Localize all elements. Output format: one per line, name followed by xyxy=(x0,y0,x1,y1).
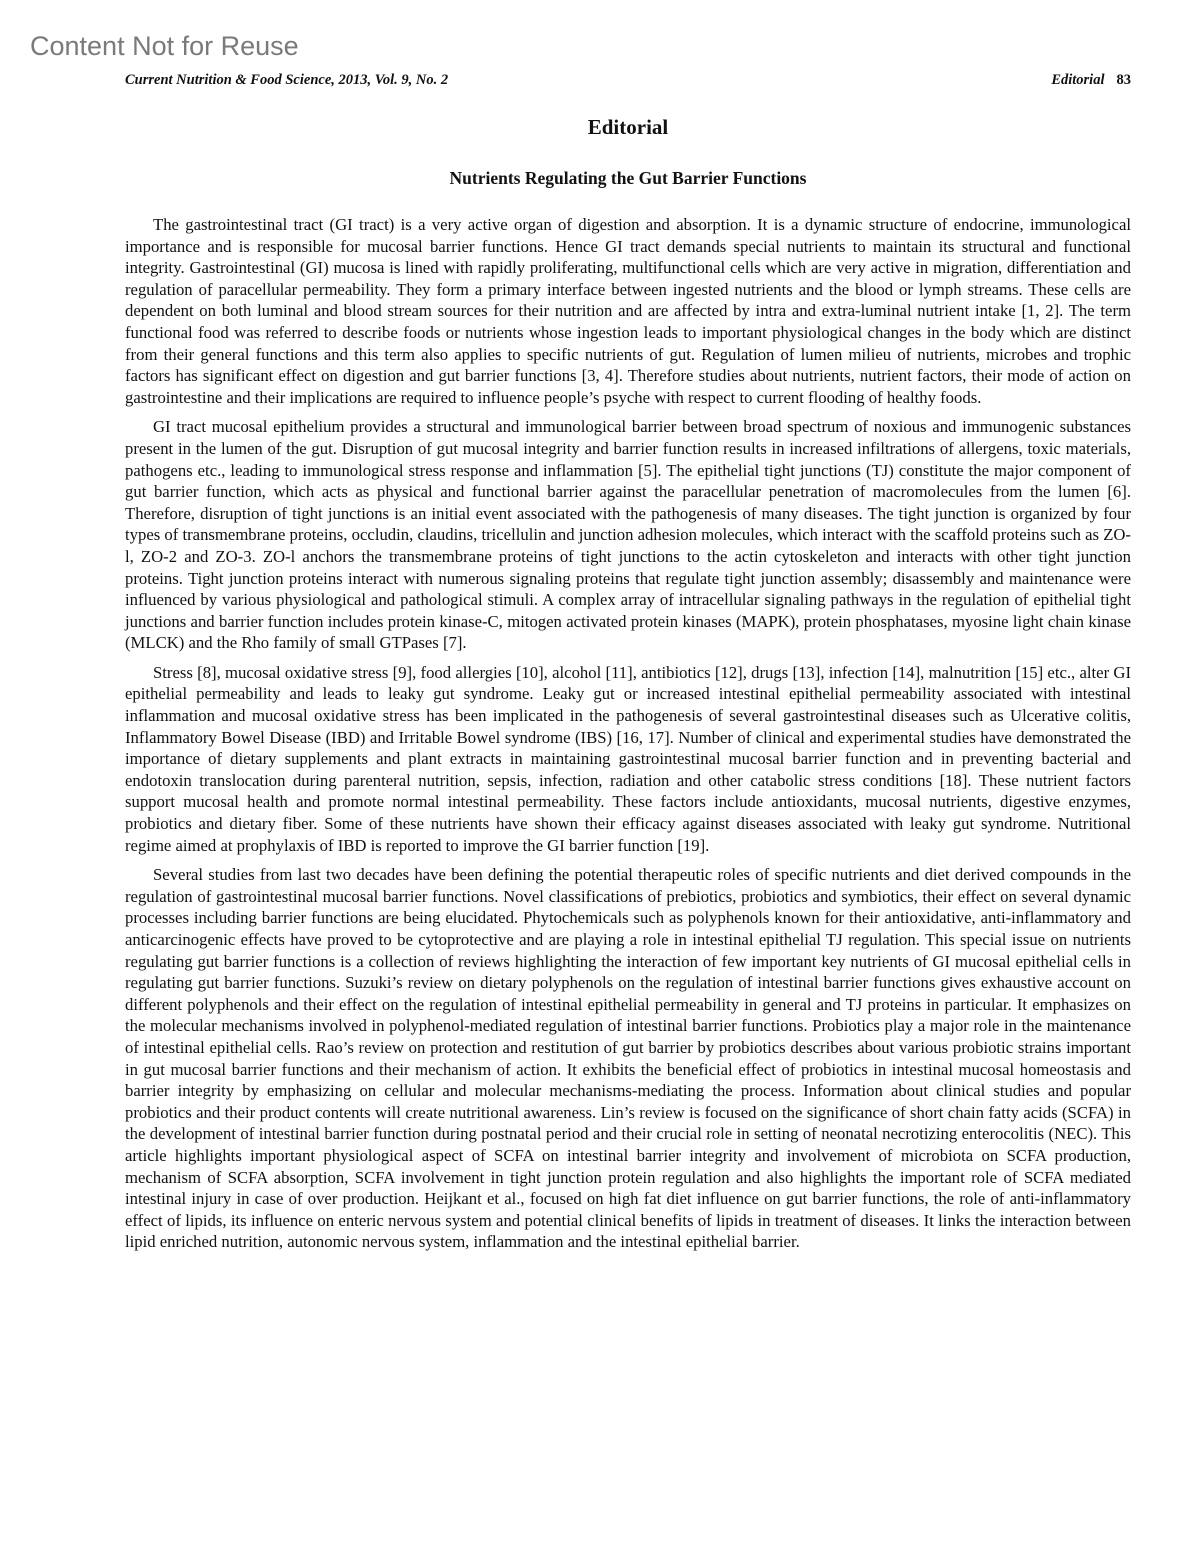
section-heading: Editorial xyxy=(587,115,669,139)
body-paragraph-4: Several studies from last two decades have been defining the potential therapeutic roles of specific nutrients and diet derived compounds in the regulation of gastrointestinal mucosal barrier functions. Novel classifications of prebiotics, probiotics and symbiotics, their effect on several dynamic processes including barrier functions are being elucidated. Phytochemicals such as polyphenols known for their antioxidative, anti-inflammatory and anticarcinogenic effects have proved to be cytoprotective and are playing a role in intestinal epithelial TJ regulation. This special issue on nutrients regulating gut barrier functions is a collection of reviews highlighting the interaction of few important key nutrients of GI mucosal epithelial cells in regulating gut barrier functions. Suzuki’s review on dietary polyphenols on the regulation of intestinal barrier functions gives exhaustive account on different polyphenols and their effect on the regulation of intestinal epithelial permeability in general and TJ proteins in particular. It emphasizes on the molecular mechanisms involved in polyphenol-mediated regulation of intestinal barrier functions. Probiotics play a major role in the maintenance of intestinal epithelial cells. Rao’s review on protection and restitution of gut barrier by probiotics describes about various probiotic strains important in gut mucosal barrier functions and their mechanism of action. It exhibits the beneficial effect of probiotics in intestinal mucosal homeostasis and barrier integrity by emphasizing on cellular and molecular mechanisms-mediating the process. Information about clinical studies and popular probiotics and their product contents will create nutritional awareness. Lin’s review is focused on the significance of short chain fatty acids (SCFA) in the development of intestinal barrier function during postnatal period and their crucial role in setting of neonatal necrotizing enterocolitis (NEC). This article highlights important physiological aspect of SCFA on intestinal barrier integrity and involvement of microbiota on SCFA production, mechanism of SCFA absorption, SCFA involvement in tight junction protein regulation and also highlights the important role of SCFA mediated intestinal injury in case of over production. Heijkant et al., focused on high fat diet influence on gut barrier functions, the role of anti-inflammatory effect of lipids, its influence on enteric nervous system and potential clinical benefits of lipids in treatment of diseases. It links the interaction between lipid enriched nutrition, autonomic nervous system, inflammation and the intestinal epithelial barrier. xyxy=(125,865,1131,1252)
journal-citation: Current Nutrition & Food Science, 2013, Vol. 9, No. 2 xyxy=(125,72,449,88)
section-label: Editorial xyxy=(1051,72,1105,88)
body-paragraph-1: The gastrointestinal tract (GI tract) is a very active organ of digestion and absorption. It is a dynamic structure of endocrine, immunological importance and is responsible for mucosal barrier functions. Hence GI tract demands special nutrients to maintain its structural and functional integrity. Gastrointestinal (GI) mucosa is lined with rapidly proliferating, multifunctional cells which are very active in migration, differentiation and regulation of paracellular permeability. They form a primary interface between ingested nutrients and the blood or lymph streams. These cells are dependent on both luminal and blood stream sources for their nutrition and are affected by intra and extra-luminal nutrient intake [1, 2]. The term functional food was referred to describe foods or nutrients whose ingestion leads to important physiological changes in the body which are distinct from their general functions and this term also applies to specific nutrients of gut. Regulation of lumen milieu of nutrients, microbes and trophic factors has significant effect on digestion and gut barrier functions [3, 4]. Therefore studies about nutrients, nutrient factors, their mode of action on gastrointestine and their implications are required to influence people’s psyche with respect to current flooding of healthy foods. xyxy=(125,215,1131,407)
article-body xyxy=(125,214,1131,1261)
running-head-right xyxy=(1051,72,1131,89)
watermark-text: Content Not for Reuse xyxy=(30,31,299,61)
body-paragraph-3: Stress [8], mucosal oxidative stress [9], food allergies [10], alcohol [11], antibiotics [12], drugs [13], infection [14], malnutrition [15] etc., alter GI epithelial permeability and leads to leaky gut syndrome. Leaky gut or increased intestinal epithelial permeability associated with intestinal inflammation and mucosal oxidative stress has been implicated in the pathogenesis of several gastrointestinal diseases such as Ulcerative colitis, Inflammatory Bowel Disease (IBD) and Irritable Bowel syndrome (IBS) [16, 17]. Number of clinical and experimental studies have demonstrated the importance of dietary supplements and plant extracts in maintaining gastrointestinal mucosal barrier function and in preventing bacterial and endotoxin translocation during parenteral nutrition, sepsis, infection, radiation and other catabolic stress conditions [18]. These nutrient factors support mucosal health and promote normal intestinal permeability. These factors include antioxidants, mucosal nutrients, digestive enzymes, probiotics and dietary fiber. Some of these nutrients have shown their efficacy against diseases associated with leaky gut syndrome. Nutritional regime aimed at prophylaxis of IBD is reported to improve the GI barrier function [19]. xyxy=(125,662,1131,855)
article-title: Nutrients Regulating the Gut Barrier Functions xyxy=(449,168,807,188)
body-paragraph-2: GI tract mucosal epithelium provides a structural and immunological barrier between broad spectrum of noxious and immunogenic substances present in the lumen of the gut. Disruption of gut mucosal integrity and barrier function results in increased infiltrations of allergens, toxic materials, pathogens etc., leading to immunological stress response and inflammation [5]. The epithelial tight junctions (TJ) constitute the major component of gut barrier function, which acts as physical and functional barrier against the paracellular penetration of macromolecules from the lumen [6]. Therefore, disruption of tight junctions is an initial event associated with the pathogenesis of many diseases. The tight junction is organized by four types of transmembrane proteins, occludin, claudins, tricellulin and junction adhesion molecules, which interact with the scaffold proteins such as ZO-l, ZO-2 and ZO-3. ZO-l anchors the transmembrane proteins of tight junctions to the actin cytoskeleton and interacts with other tight junction proteins. Tight junction proteins interact with numerous signaling proteins that regulate tight junction assembly; disassembly and maintenance were influenced by various physiological and pathological stimuli. A complex array of intracellular signaling pathways in the regulation of epithelial tight junctions and barrier function includes protein kinase-C, mitogen activated protein kinases (MAPK), protein phosphatases, myosine light chain kinase (MLCK) and the Rho family of small GTPases [7]. xyxy=(125,417,1131,653)
page-number: 83 xyxy=(1116,72,1131,88)
running-head xyxy=(125,72,1131,92)
